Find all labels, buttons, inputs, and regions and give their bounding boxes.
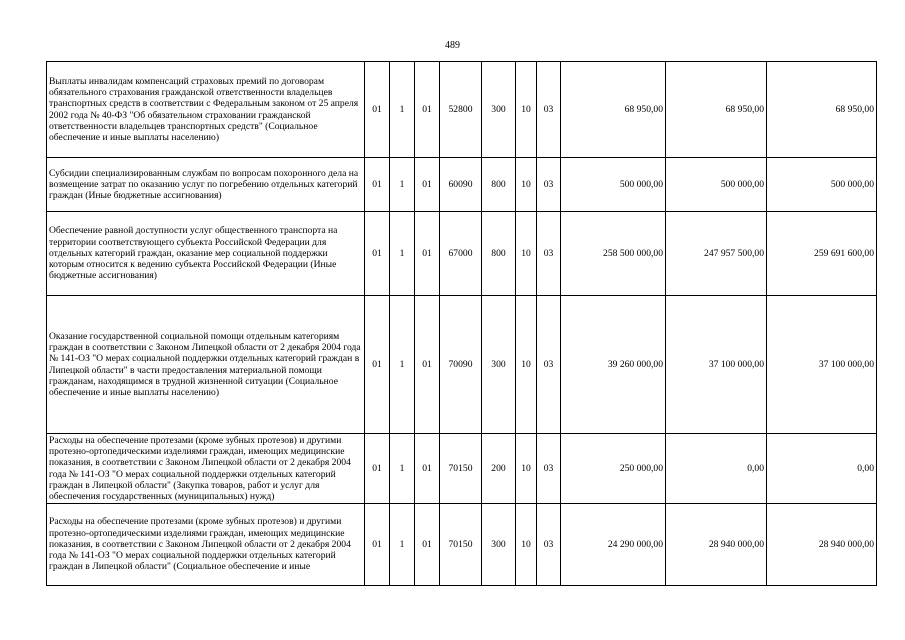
code-cell: 300 xyxy=(482,296,516,434)
budget-table-body xyxy=(47,62,877,586)
code-cell: 10 xyxy=(516,158,537,212)
code-cell: 52800 xyxy=(440,62,482,158)
code-cell: 10 xyxy=(516,212,537,296)
code-cell: 300 xyxy=(482,62,516,158)
table-row xyxy=(47,434,877,504)
amount-cell: 68 950,00 xyxy=(767,62,877,158)
code-cell: 300 xyxy=(482,504,516,586)
code-cell: 67000 xyxy=(440,212,482,296)
code-cell: 200 xyxy=(482,434,516,504)
amount-cell: 258 500 000,00 xyxy=(561,212,666,296)
code-cell: 1 xyxy=(390,504,415,586)
amount-cell: 24 290 000,00 xyxy=(561,504,666,586)
code-cell: 01 xyxy=(415,504,440,586)
code-cell: 800 xyxy=(482,212,516,296)
row-description: Оказание государственной социальной помощи отдельным категориям граждан в соответствии с Законом Липецкой области от 2 декабря 2004 года № 141-ОЗ "О мерах социальной поддержки отдельных категорий граждан в Липецкой области" в части предоставления материальной помощи гражданам, находящимся в трудной жизненной ситуации (Социальное обеспечение и иные выплаты населению) xyxy=(47,296,365,434)
amount-cell: 39 260 000,00 xyxy=(561,296,666,434)
amount-cell: 28 940 000,00 xyxy=(767,504,877,586)
code-cell: 03 xyxy=(537,504,561,586)
code-cell: 10 xyxy=(516,434,537,504)
code-cell: 03 xyxy=(537,158,561,212)
table-row xyxy=(47,296,877,434)
code-cell: 03 xyxy=(537,62,561,158)
amount-cell: 0,00 xyxy=(767,434,877,504)
code-cell: 03 xyxy=(537,212,561,296)
code-cell: 70150 xyxy=(440,504,482,586)
amount-cell: 250 000,00 xyxy=(561,434,666,504)
code-cell: 01 xyxy=(365,434,390,504)
code-cell: 01 xyxy=(365,212,390,296)
amount-cell: 68 950,00 xyxy=(666,62,767,158)
code-cell: 01 xyxy=(365,158,390,212)
code-cell: 1 xyxy=(390,158,415,212)
amount-cell: 500 000,00 xyxy=(767,158,877,212)
row-description: Расходы на обеспечение протезами (кроме зубных протезов) и другими протезно-ортопедическими изделиями граждан, имеющих медицинские показания, в соответствии с Законом Липецкой области от 2 декабря 2004 года № 141-ОЗ "О мерах социальной поддержки отдельных категорий граждан в Липецкой области" (Социальное обеспечение и иные xyxy=(47,504,365,586)
budget-table xyxy=(46,61,877,586)
code-cell: 1 xyxy=(390,212,415,296)
table-row xyxy=(47,158,877,212)
code-cell: 01 xyxy=(365,504,390,586)
code-cell: 03 xyxy=(537,434,561,504)
code-cell: 01 xyxy=(415,434,440,504)
code-cell: 01 xyxy=(415,296,440,434)
page-number: 489 xyxy=(445,40,460,51)
code-cell: 01 xyxy=(415,212,440,296)
table-row xyxy=(47,212,877,296)
code-cell: 1 xyxy=(390,434,415,504)
code-cell: 01 xyxy=(365,296,390,434)
table-row xyxy=(47,504,877,586)
code-cell: 10 xyxy=(516,62,537,158)
amount-cell: 259 691 600,00 xyxy=(767,212,877,296)
amount-cell: 247 957 500,00 xyxy=(666,212,767,296)
amount-cell: 28 940 000,00 xyxy=(666,504,767,586)
amount-cell: 68 950,00 xyxy=(561,62,666,158)
code-cell: 03 xyxy=(537,296,561,434)
amount-cell: 500 000,00 xyxy=(561,158,666,212)
row-description: Субсидии специализированным службам по вопросам похоронного дела на возмещение затрат по оказанию услуг по погребению отдельных категорий граждан (Иные бюджетные ассигнования) xyxy=(47,158,365,212)
code-cell: 1 xyxy=(390,296,415,434)
code-cell: 10 xyxy=(516,296,537,434)
row-description: Обеспечение равной доступности услуг общественного транспорта на территории соответствующего субъекта Российской Федерации для отдельных категорий граждан, оказание мер социальной поддержки которым относится к ведению субъекта Российской Федерации (Иные бюджетные ассигнования) xyxy=(47,212,365,296)
table-row xyxy=(47,62,877,158)
code-cell: 01 xyxy=(415,62,440,158)
code-cell: 800 xyxy=(482,158,516,212)
code-cell: 60090 xyxy=(440,158,482,212)
row-description: Расходы на обеспечение протезами (кроме зубных протезов) и другими протезно-ортопедическими изделиями граждан, имеющих медицинские показания, в соответствии с Законом Липецкой области от 2 декабря 2004 года № 141-ОЗ "О мерах социальной поддержки отдельных категорий граждан в Липецкой области" (Закупка товаров, работ и услуг для обеспечения государственных (муниципальных) нужд) xyxy=(47,434,365,504)
amount-cell: 0,00 xyxy=(666,434,767,504)
code-cell: 70150 xyxy=(440,434,482,504)
code-cell: 70090 xyxy=(440,296,482,434)
code-cell: 01 xyxy=(365,62,390,158)
amount-cell: 37 100 000,00 xyxy=(767,296,877,434)
amount-cell: 500 000,00 xyxy=(666,158,767,212)
amount-cell: 37 100 000,00 xyxy=(666,296,767,434)
code-cell: 10 xyxy=(516,504,537,586)
code-cell: 1 xyxy=(390,62,415,158)
row-description: Выплаты инвалидам компенсаций страховых премий по договорам обязательного страхования гражданской ответственности владельцев транспортных средств в соответствии с Федеральным законом от 25 апреля 2002 года № 40-ФЗ "Об обязательном страховании гражданской ответственности владельцев транспортных средств" (Социальное обеспечение и иные выплаты населению) xyxy=(47,62,365,158)
code-cell: 01 xyxy=(415,158,440,212)
